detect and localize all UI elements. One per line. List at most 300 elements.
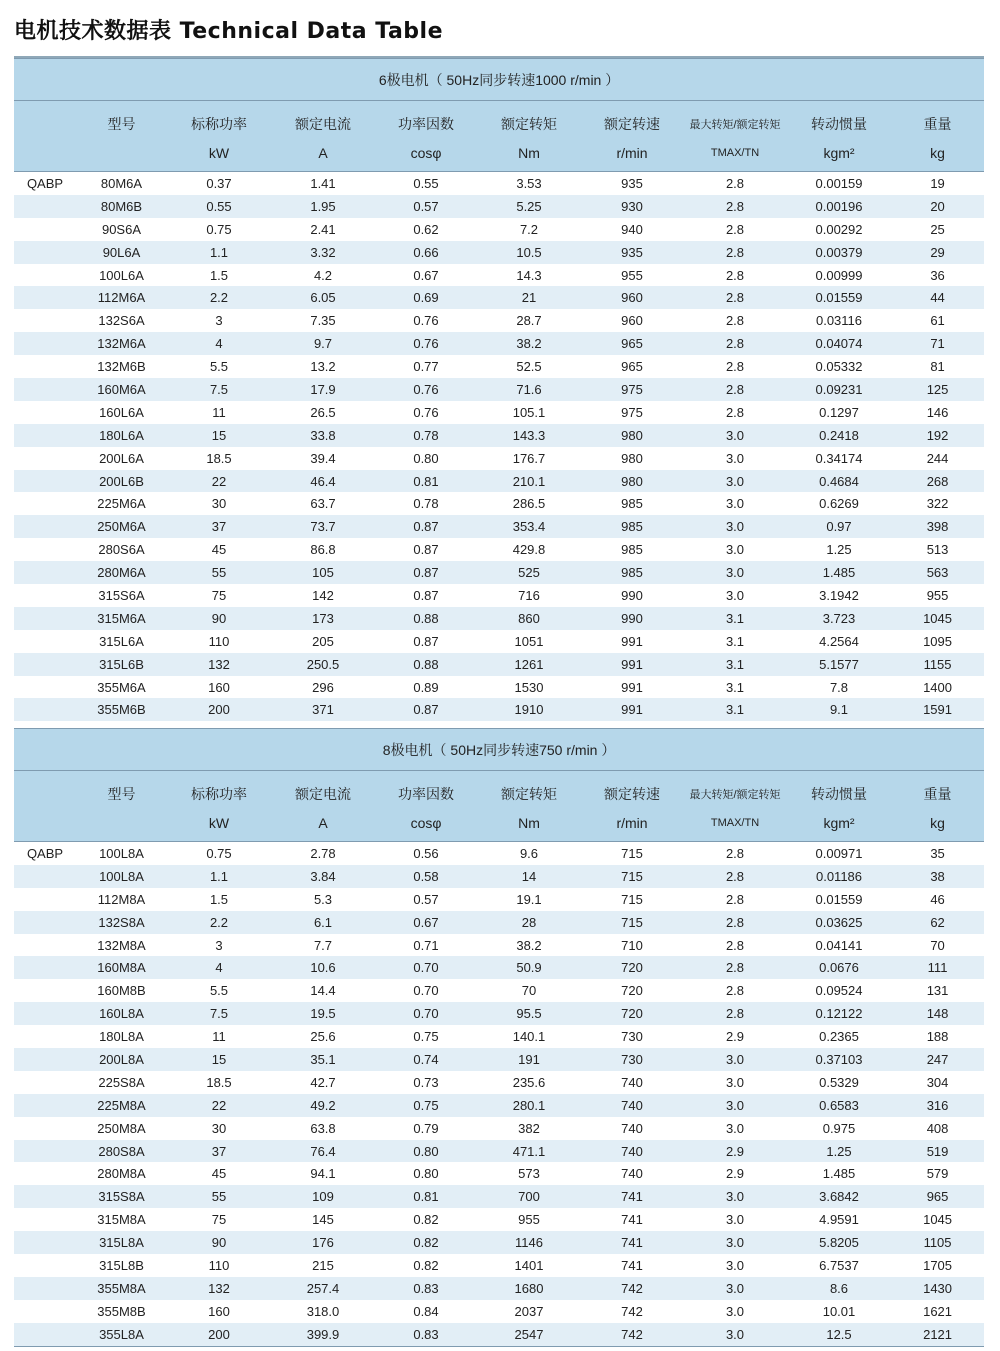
series-label: QABP [26,175,64,191]
cell-power-factor: 0.75 [413,1029,439,1045]
series-label: QABP [26,845,64,861]
cell-inertia: 0.2365 [819,1029,859,1045]
cell-torque-ratio: 2.8 [683,195,787,218]
cell-speed-rpm: 742 [621,1303,643,1319]
cell-torque-ratio: 2.8 [683,911,787,934]
cell-weight-kg: 188 [926,1029,949,1045]
series-label [14,653,76,676]
cell-current-a: 14.4 [310,983,336,999]
section-header [14,729,984,771]
cell-power-factor: 0.83 [375,1277,477,1300]
col-torque-unit: Nm [477,811,581,842]
cell-speed-rpm: 740 [621,1074,643,1090]
cell-model: 280S8A [76,1140,167,1163]
cell-torque-ratio: 2.8 [725,267,745,283]
cell-current-a: 3.32 [271,241,375,264]
cell-power-factor: 0.82 [375,1231,477,1254]
cell-torque-ratio: 2.9 [725,1029,745,1045]
cell-model: 355M8A [76,1277,167,1300]
cell-model: 225M8A [76,1094,167,1117]
cell-power-factor: 0.77 [413,359,439,375]
cell-model: 160L8A [76,1002,167,1025]
series-label [14,1185,76,1208]
cell-torque-ratio: 3.0 [725,1212,745,1228]
cell-model: 280M6A [76,561,167,584]
cell-weight-kg: 1705 [923,1257,953,1273]
cell-power-kw: 22 [167,1094,271,1117]
cell-torque-ratio: 3.0 [725,1120,745,1136]
series-label [14,538,76,561]
col-power-factor-unit: cosφ [375,811,477,842]
table-row [14,378,984,401]
col-inertia-unit: kgm² [787,141,891,172]
cell-torque-ratio: 2.8 [683,865,787,888]
cell-speed-rpm: 742 [581,1277,683,1300]
series-label [14,1071,76,1094]
cell-speed-rpm: 960 [581,286,683,309]
col-power-factor-header: 功率因数 [375,771,477,812]
cell-torque-nm: 860 [477,607,581,630]
cell-torque-nm: 429.8 [512,542,546,558]
cell-power-factor: 0.80 [413,450,439,466]
series-label [14,286,76,309]
table-row [14,979,984,1002]
cell-torque-ratio: 3.0 [725,542,745,558]
cell-power-kw: 15 [167,1048,271,1071]
cell-model: 132M6A [76,332,167,355]
cell-speed-rpm: 980 [581,424,683,447]
col-power-unit: kW [167,811,271,842]
cell-torque-ratio: 3.0 [683,561,787,584]
cell-current-a: 7.35 [310,313,336,329]
cell-speed-rpm: 991 [621,633,643,649]
cell-speed-rpm: 740 [581,1094,683,1117]
cell-current-a: 318.0 [306,1303,340,1319]
page-title: 电机技术数据表 Technical Data Table [14,19,444,44]
cell-current-a: 10.6 [271,956,375,979]
cell-model: 315L6A [99,633,144,649]
cell-model: 100L8A [76,865,167,888]
cell-model: 160M6A [76,378,167,401]
cell-torque-nm: 1910 [477,698,581,721]
table-row [14,1117,984,1140]
cell-model: 355M6A [97,679,146,695]
cell-power-factor: 0.71 [413,937,439,953]
cell-speed-rpm: 980 [621,450,643,466]
cell-weight-kg: 1400 [923,679,952,695]
cell-inertia: 0.6583 [787,1094,891,1117]
cell-model: 315L8A [76,1231,167,1254]
cell-speed-rpm: 965 [581,332,683,355]
cell-current-a: 86.8 [310,542,336,558]
cell-inertia: 0.09231 [787,378,891,401]
cell-model: 160M8A [76,956,167,979]
table-row [14,676,984,699]
cell-torque-ratio: 2.8 [725,937,745,953]
cell-current-a: 109 [271,1185,375,1208]
cell-current-a: 296 [312,679,334,695]
cell-power-kw: 90 [167,607,271,630]
cell-power-kw: 45 [211,542,227,558]
cell-weight-kg: 563 [891,561,984,584]
cell-speed-rpm: 960 [621,313,643,329]
section-title: 6极电机（ 50Hz同步转速1000 r/min ） [14,59,984,101]
table-row [14,653,984,676]
series-label [14,241,76,264]
cell-torque-nm: 353.4 [477,515,581,538]
cell-model: 200L6B [76,470,167,493]
cell-model: 315L6B [76,653,167,676]
table-row [14,195,984,218]
cell-weight-kg: 62 [891,911,984,934]
cell-weight-kg: 304 [926,1074,949,1090]
series-label [14,1117,76,1140]
cell-speed-rpm: 955 [621,267,643,283]
cell-power-kw: 90 [167,1231,271,1254]
series-label [14,309,76,332]
cell-speed-rpm: 965 [621,359,643,375]
cell-speed-rpm: 990 [581,607,683,630]
series-label [14,195,76,218]
cell-torque-ratio: 2.8 [725,845,745,861]
cell-weight-kg: 579 [926,1166,949,1182]
series-label [14,934,76,957]
series-label [14,264,76,287]
table-row [14,607,984,630]
cell-weight-kg: 513 [926,542,949,558]
cell-current-a: 371 [271,698,375,721]
cell-power-kw: 200 [167,1323,271,1346]
cell-inertia: 0.6269 [819,496,859,512]
series-label [14,1323,76,1346]
table-row [14,1323,984,1346]
table-row [14,842,984,865]
cell-inertia: 0.05332 [815,359,863,375]
cell-model: 250M6A [76,515,167,538]
cell-weight-kg: 148 [891,1002,984,1025]
cell-weight-kg: 408 [926,1120,949,1136]
col-torque-ratio-header: 最大转矩/额定转矩 [683,771,787,812]
cell-current-a: 257.4 [271,1277,375,1300]
cell-power-factor: 0.88 [375,607,477,630]
cell-current-a: 94.1 [310,1166,336,1182]
cell-power-kw: 1.5 [209,891,229,907]
cell-inertia: 10.01 [822,1303,856,1319]
cell-current-a: 2.41 [310,221,336,237]
col-torque-ratio-unit: TMAX/TN [683,811,787,842]
table-row [14,309,984,332]
cell-torque-ratio: 3.0 [725,496,745,512]
cell-torque-nm: 176.7 [512,450,546,466]
table-row [14,911,984,934]
cell-current-a: 49.2 [271,1094,375,1117]
cell-weight-kg: 2121 [891,1323,984,1346]
cell-power-kw: 7.5 [167,378,271,401]
series-label [14,424,76,447]
series-label [14,1231,76,1254]
cell-power-factor: 0.84 [413,1303,439,1319]
cell-power-kw: 30 [211,496,227,512]
cell-power-kw: 4 [167,332,271,355]
cell-current-a: 17.9 [271,378,375,401]
series-label [14,888,76,911]
series-label [14,1025,76,1048]
col-torque-header: 额定转矩 [477,101,581,142]
series-label [14,1300,76,1323]
cell-weight-kg: 111 [891,956,984,979]
cell-power-kw: 5.5 [209,983,229,999]
cell-model: 160L6A [99,404,144,420]
cell-speed-rpm: 715 [581,865,683,888]
cell-power-factor: 0.76 [413,404,439,420]
cell-model: 315M8A [97,1212,146,1228]
series-label [14,218,76,241]
cell-power-kw: 5.5 [209,359,229,375]
cell-inertia: 0.5329 [819,1074,859,1090]
cell-current-a: 25.6 [310,1029,336,1045]
cell-weight-kg: 519 [891,1140,984,1163]
cell-power-factor: 0.57 [375,195,477,218]
cell-speed-rpm: 740 [621,1166,643,1182]
cell-weight-kg: 1621 [923,1303,953,1319]
cell-power-factor: 0.76 [375,378,477,401]
col-power-header: 标称功率 [167,101,271,142]
table-row [14,1254,984,1277]
cell-inertia: 1.485 [787,561,891,584]
cell-weight-kg: 398 [891,515,984,538]
series-label [14,1094,76,1117]
cell-power-kw: 0.75 [206,221,232,237]
cell-model: 80M6A [100,175,143,191]
series-label [14,515,76,538]
col-power-factor-header: 功率因数 [375,101,477,142]
cell-weight-kg: 35 [930,845,945,861]
series-label [14,911,76,934]
table-row [14,1162,984,1185]
series-label [14,584,76,607]
cell-inertia: 0.4684 [787,470,891,493]
cell-model: 315L8B [99,1257,144,1273]
cell-model: 200L6A [99,450,144,466]
series-label [14,378,76,401]
cell-power-kw: 30 [211,1120,227,1136]
table-row [14,561,984,584]
cell-power-factor: 0.81 [375,1185,477,1208]
table-row [14,515,984,538]
cell-torque-ratio: 2.8 [725,983,745,999]
series-label [14,607,76,630]
cell-inertia: 0.00196 [787,195,891,218]
cell-model: 80M6B [76,195,167,218]
cell-power-kw: 0.55 [167,195,271,218]
table-row [14,1231,984,1254]
cell-weight-kg: 125 [891,378,984,401]
cell-inertia: 5.8205 [787,1231,891,1254]
cell-torque-nm: 95.5 [477,1002,581,1025]
cell-power-kw: 45 [211,1166,227,1182]
cell-inertia: 0.00971 [815,845,863,861]
cell-torque-ratio: 3.0 [683,1048,787,1071]
cell-torque-nm: 286.5 [512,496,546,512]
cell-torque-ratio: 3.1 [683,607,787,630]
cell-torque-ratio: 3.1 [725,633,745,649]
cell-power-kw: 55 [167,1185,271,1208]
cell-torque-ratio: 2.8 [683,956,787,979]
cell-torque-ratio: 2.8 [725,891,745,907]
cell-current-a: 215 [312,1257,334,1273]
cell-inertia: 0.01559 [815,891,863,907]
series-label [14,1002,76,1025]
cell-current-a: 6.05 [271,286,375,309]
cell-inertia: 0.2418 [787,424,891,447]
cell-power-kw: 0.75 [206,845,232,861]
cell-speed-rpm: 935 [621,175,643,191]
table-row [14,888,984,911]
cell-model: 180L6A [76,424,167,447]
cell-model: 100L8A [99,845,144,861]
table-row [14,241,984,264]
cell-weight-kg: 19 [930,175,945,191]
col-speed-header: 额定转速 [581,101,683,142]
cell-torque-ratio: 2.9 [683,1140,787,1163]
cell-power-factor: 0.89 [413,679,439,695]
cell-current-a: 105 [271,561,375,584]
cell-weight-kg: 965 [891,1185,984,1208]
cell-power-kw: 132 [167,653,271,676]
cell-torque-ratio: 3.1 [683,653,787,676]
cell-inertia: 0.01186 [787,865,891,888]
cell-inertia: 3.723 [787,607,891,630]
cell-torque-nm: 700 [477,1185,581,1208]
cell-power-kw: 7.5 [167,1002,271,1025]
cell-model: 355M6B [76,698,167,721]
cell-power-factor: 0.76 [375,332,477,355]
cell-power-kw: 37 [167,515,271,538]
series-label [14,865,76,888]
table-row [14,865,984,888]
cell-torque-ratio: 2.8 [683,332,787,355]
table-row [14,470,984,493]
cell-torque-nm: 10.5 [477,241,581,264]
cell-power-kw: 3 [215,937,223,953]
col-inertia-header: 转动惯量 [787,101,891,142]
series-label [14,470,76,493]
cell-inertia: 0.00999 [815,267,863,283]
cell-inertia: 0.04074 [787,332,891,355]
col-power-factor-unit: cosφ [375,141,477,172]
cell-model: 225M6A [97,496,146,512]
cell-model: 132M8A [97,937,146,953]
cell-speed-rpm: 935 [581,241,683,264]
series-label [14,1162,76,1185]
cell-power-factor: 0.58 [375,865,477,888]
six-pole-motor-table [14,58,984,745]
six-pole-rows [14,172,984,745]
cell-torque-ratio: 3.0 [683,1094,787,1117]
cell-inertia: 0.975 [822,1120,856,1136]
cell-speed-rpm: 741 [621,1212,643,1228]
series-label [14,1140,76,1163]
cell-torque-ratio: 2.8 [725,313,745,329]
cell-inertia: 12.5 [787,1323,891,1346]
table-row [14,264,984,287]
cell-power-factor: 0.79 [413,1120,439,1136]
cell-torque-ratio: 3.0 [683,1277,787,1300]
cell-power-factor: 0.78 [413,496,439,512]
cell-torque-nm: 140.1 [512,1029,546,1045]
table-row [14,332,984,355]
cell-torque-nm: 5.25 [477,195,581,218]
cell-power-kw: 3 [215,313,223,329]
cell-torque-ratio: 2.8 [725,175,745,191]
cell-torque-ratio: 3.0 [683,1231,787,1254]
cell-model: 90L6A [76,241,167,264]
cell-weight-kg: 247 [891,1048,984,1071]
cell-current-a: 39.4 [310,450,336,466]
cell-power-kw: 18.5 [206,1074,232,1090]
cell-current-a: 399.9 [271,1323,375,1346]
cell-weight-kg: 316 [891,1094,984,1117]
cell-current-a: 205 [312,633,334,649]
series-label [14,956,76,979]
col-inertia-unit: kgm² [787,811,891,842]
cell-inertia: 0.00292 [815,221,863,237]
cell-power-factor: 0.87 [375,561,477,584]
cell-weight-kg: 1105 [891,1231,984,1254]
table-row [14,1140,984,1163]
cell-model: 200L8A [76,1048,167,1071]
cell-inertia: 0.97 [787,515,891,538]
cell-torque-ratio: 3.0 [683,424,787,447]
cell-torque-nm: 28 [477,911,581,934]
cell-torque-nm: 38.2 [477,332,581,355]
cell-torque-ratio: 3.0 [725,1074,745,1090]
cell-speed-rpm: 720 [621,983,643,999]
table-row [14,401,984,424]
cell-inertia: 0.0676 [787,956,891,979]
series-label [14,630,76,653]
cell-current-a: 145 [312,1212,334,1228]
cell-current-a: 176 [271,1231,375,1254]
cell-current-a: 35.1 [271,1048,375,1071]
cell-weight-kg: 955 [926,587,949,603]
cell-speed-rpm: 742 [581,1323,683,1346]
cell-torque-ratio: 3.0 [725,1303,745,1319]
cell-torque-nm: 50.9 [477,956,581,979]
cell-torque-ratio: 2.8 [683,286,787,309]
cell-torque-nm: 71.6 [477,378,581,401]
cell-current-a: 13.2 [310,359,336,375]
cell-speed-rpm: 985 [581,561,683,584]
cell-power-kw: 1.1 [167,865,271,888]
cell-power-kw: 110 [208,1257,230,1273]
series-label [14,676,76,699]
cell-weight-kg: 70 [930,937,945,953]
cell-speed-rpm: 741 [581,1185,683,1208]
table-row [14,1300,984,1323]
cell-speed-rpm: 720 [581,1002,683,1025]
cell-speed-rpm: 985 [581,515,683,538]
col-weight-unit: kg [891,141,984,172]
cell-current-a: 46.4 [271,470,375,493]
cell-weight-kg: 20 [891,195,984,218]
cell-speed-rpm: 940 [621,221,643,237]
cell-torque-nm: 955 [518,1212,540,1228]
cell-inertia: 7.8 [829,679,849,695]
cell-speed-rpm: 991 [581,698,683,721]
cell-power-kw: 2.2 [167,911,271,934]
table-row [14,956,984,979]
